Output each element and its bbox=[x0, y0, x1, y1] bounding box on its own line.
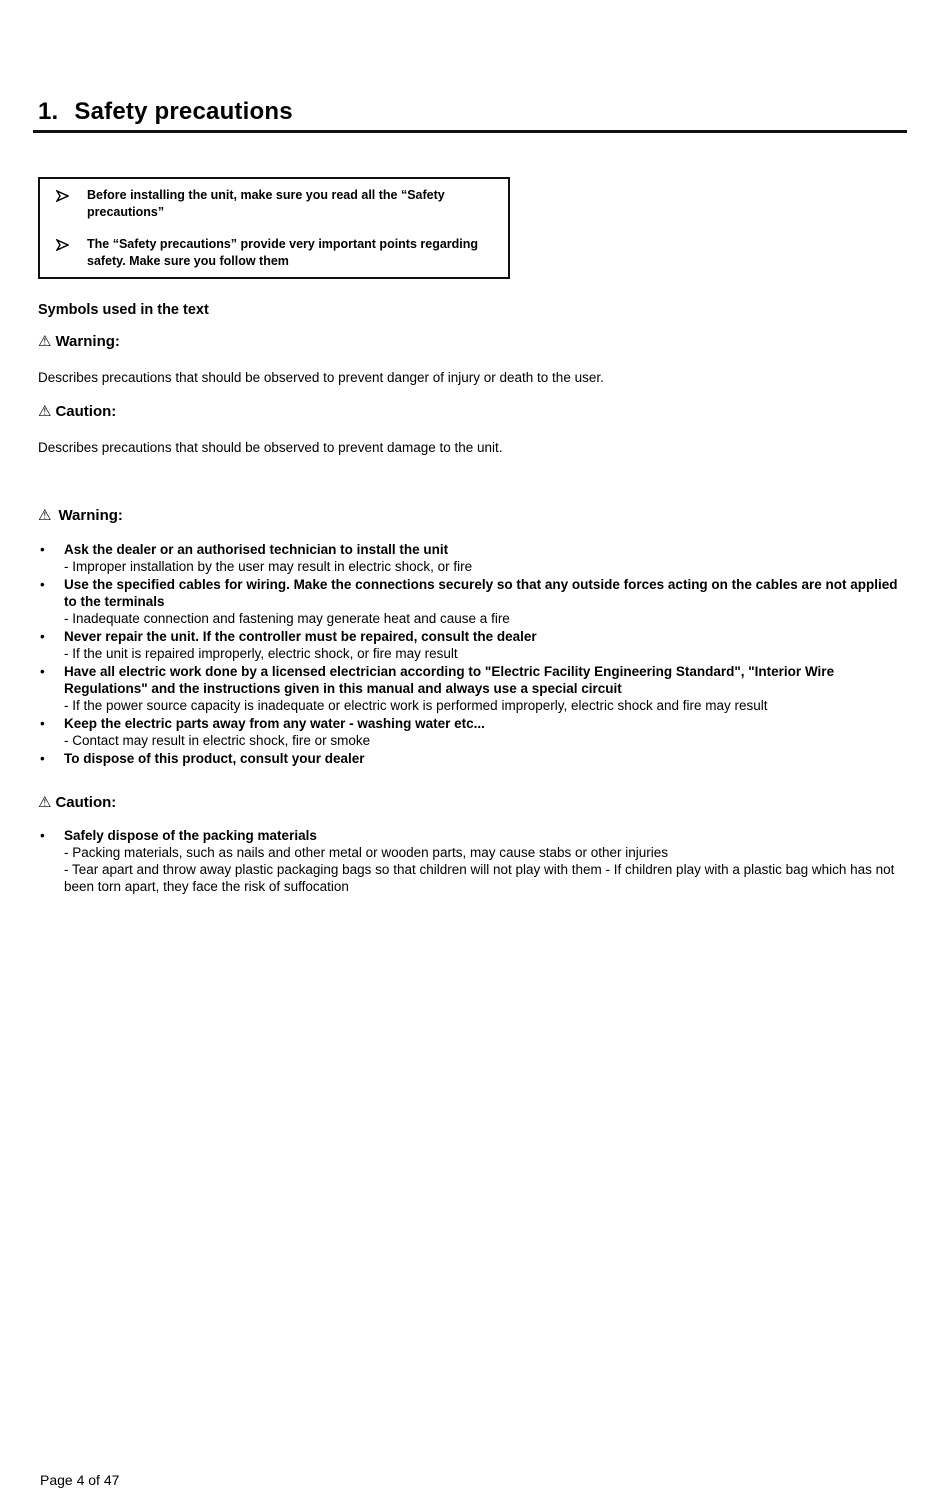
notice-box bbox=[38, 177, 510, 279]
caution-item-detail: - Tear apart and throw away plastic packaging bags so that children will not play with them - If children play with a plastic bag which has not been torn apart, they face the risk of suffocation bbox=[64, 862, 895, 894]
page-title-text: Safety precautions bbox=[74, 98, 293, 125]
list-item bbox=[56, 236, 498, 270]
warning-triangle-icon: ⚠ bbox=[38, 402, 52, 420]
warning-item-detail: - Contact may result in electric shock, fire or smoke bbox=[64, 733, 371, 748]
page-content bbox=[0, 97, 950, 895]
caution-definition-text: Describes precautions that should be observed to prevent damage to the unit. bbox=[38, 440, 503, 455]
list-item bbox=[38, 715, 907, 749]
symbols-caution-heading bbox=[38, 403, 907, 420]
bullet-icon: • bbox=[40, 751, 45, 766]
warning-triangle-icon: ⚠ bbox=[38, 506, 52, 524]
warning-item-title: Never repair the unit. If the controller must be repaired, consult the dealer bbox=[64, 629, 537, 644]
list-item bbox=[38, 750, 907, 767]
symbols-heading: Symbols used in the text bbox=[38, 302, 209, 318]
caution-item-detail: - Packing materials, such as nails and other metal or wooden parts, may cause stabs or other injuries bbox=[64, 845, 669, 860]
bullet-icon: • bbox=[40, 577, 45, 592]
warning-item-title: Use the specified cables for wiring. Make the connections securely so that any outside forces acting on the cables are not applied to the terminals bbox=[64, 577, 898, 609]
notice-item-text: Before installing the unit, make sure you read all the “Safety precautions” bbox=[87, 188, 445, 219]
list-item bbox=[38, 541, 907, 575]
list-item bbox=[38, 628, 907, 662]
arrowhead-right-icon bbox=[56, 236, 87, 270]
arrowhead-right-icon bbox=[56, 187, 87, 221]
notice-item-text: The “Safety precautions” provide very important points regarding safety. Make sure you follow them bbox=[87, 237, 479, 268]
warning-item-detail: - If the power source capacity is inadequate or electric work is performed improperly, electric shock and fire may result bbox=[64, 698, 768, 713]
warning-item-title: To dispose of this product, consult your dealer bbox=[64, 751, 365, 766]
warning-item-detail: - Inadequate connection and fastening may generate heat and cause a fire bbox=[64, 611, 510, 626]
title-underline bbox=[33, 130, 907, 133]
warning-item-detail: - If the unit is repaired improperly, electric shock, or fire may result bbox=[64, 646, 458, 661]
caution-item-title: Safely dispose of the packing materials bbox=[64, 828, 317, 843]
warning-item-title: Have all electric work done by a licensed electrician according to "Electric Facility Engineering Standard", "Interior Wire Regulations" and the instructions given in this manual and always use a special circuit bbox=[64, 664, 835, 696]
bullet-icon: • bbox=[40, 629, 45, 644]
bullet-icon: • bbox=[40, 828, 45, 843]
list-item bbox=[56, 187, 498, 221]
list-item bbox=[38, 663, 907, 714]
warning-item-detail: - Improper installation by the user may result in electric shock, or fire bbox=[64, 559, 473, 574]
bullet-icon: • bbox=[40, 716, 45, 731]
caution-list bbox=[38, 827, 907, 895]
warning-definition-text: Describes precautions that should be observed to prevent danger of injury or death to the user. bbox=[38, 370, 604, 385]
caution-section-heading bbox=[38, 794, 907, 811]
list-item bbox=[38, 576, 907, 627]
warning-list bbox=[38, 541, 907, 767]
warning-triangle-icon: ⚠ bbox=[38, 793, 52, 811]
symbols-warning-label: Warning: bbox=[55, 333, 120, 350]
symbols-caution-label: Caution: bbox=[55, 403, 117, 420]
caution-section-label: Caution: bbox=[55, 794, 117, 811]
warning-item-title: Keep the electric parts away from any water - washing water etc... bbox=[64, 716, 485, 731]
warning-item-title: Ask the dealer or an authorised technician to install the unit bbox=[64, 542, 449, 557]
page-title-number: 1. bbox=[38, 98, 59, 125]
warning-section-label: Warning: bbox=[58, 507, 123, 524]
page-number: Page 4 of 47 bbox=[40, 1472, 120, 1488]
page-title bbox=[38, 97, 907, 127]
list-item bbox=[38, 827, 907, 895]
bullet-icon: • bbox=[40, 664, 45, 679]
warning-section-heading bbox=[38, 507, 907, 524]
bullet-icon: • bbox=[40, 542, 45, 557]
symbols-warning-heading bbox=[38, 333, 907, 350]
warning-triangle-icon: ⚠ bbox=[38, 332, 52, 350]
